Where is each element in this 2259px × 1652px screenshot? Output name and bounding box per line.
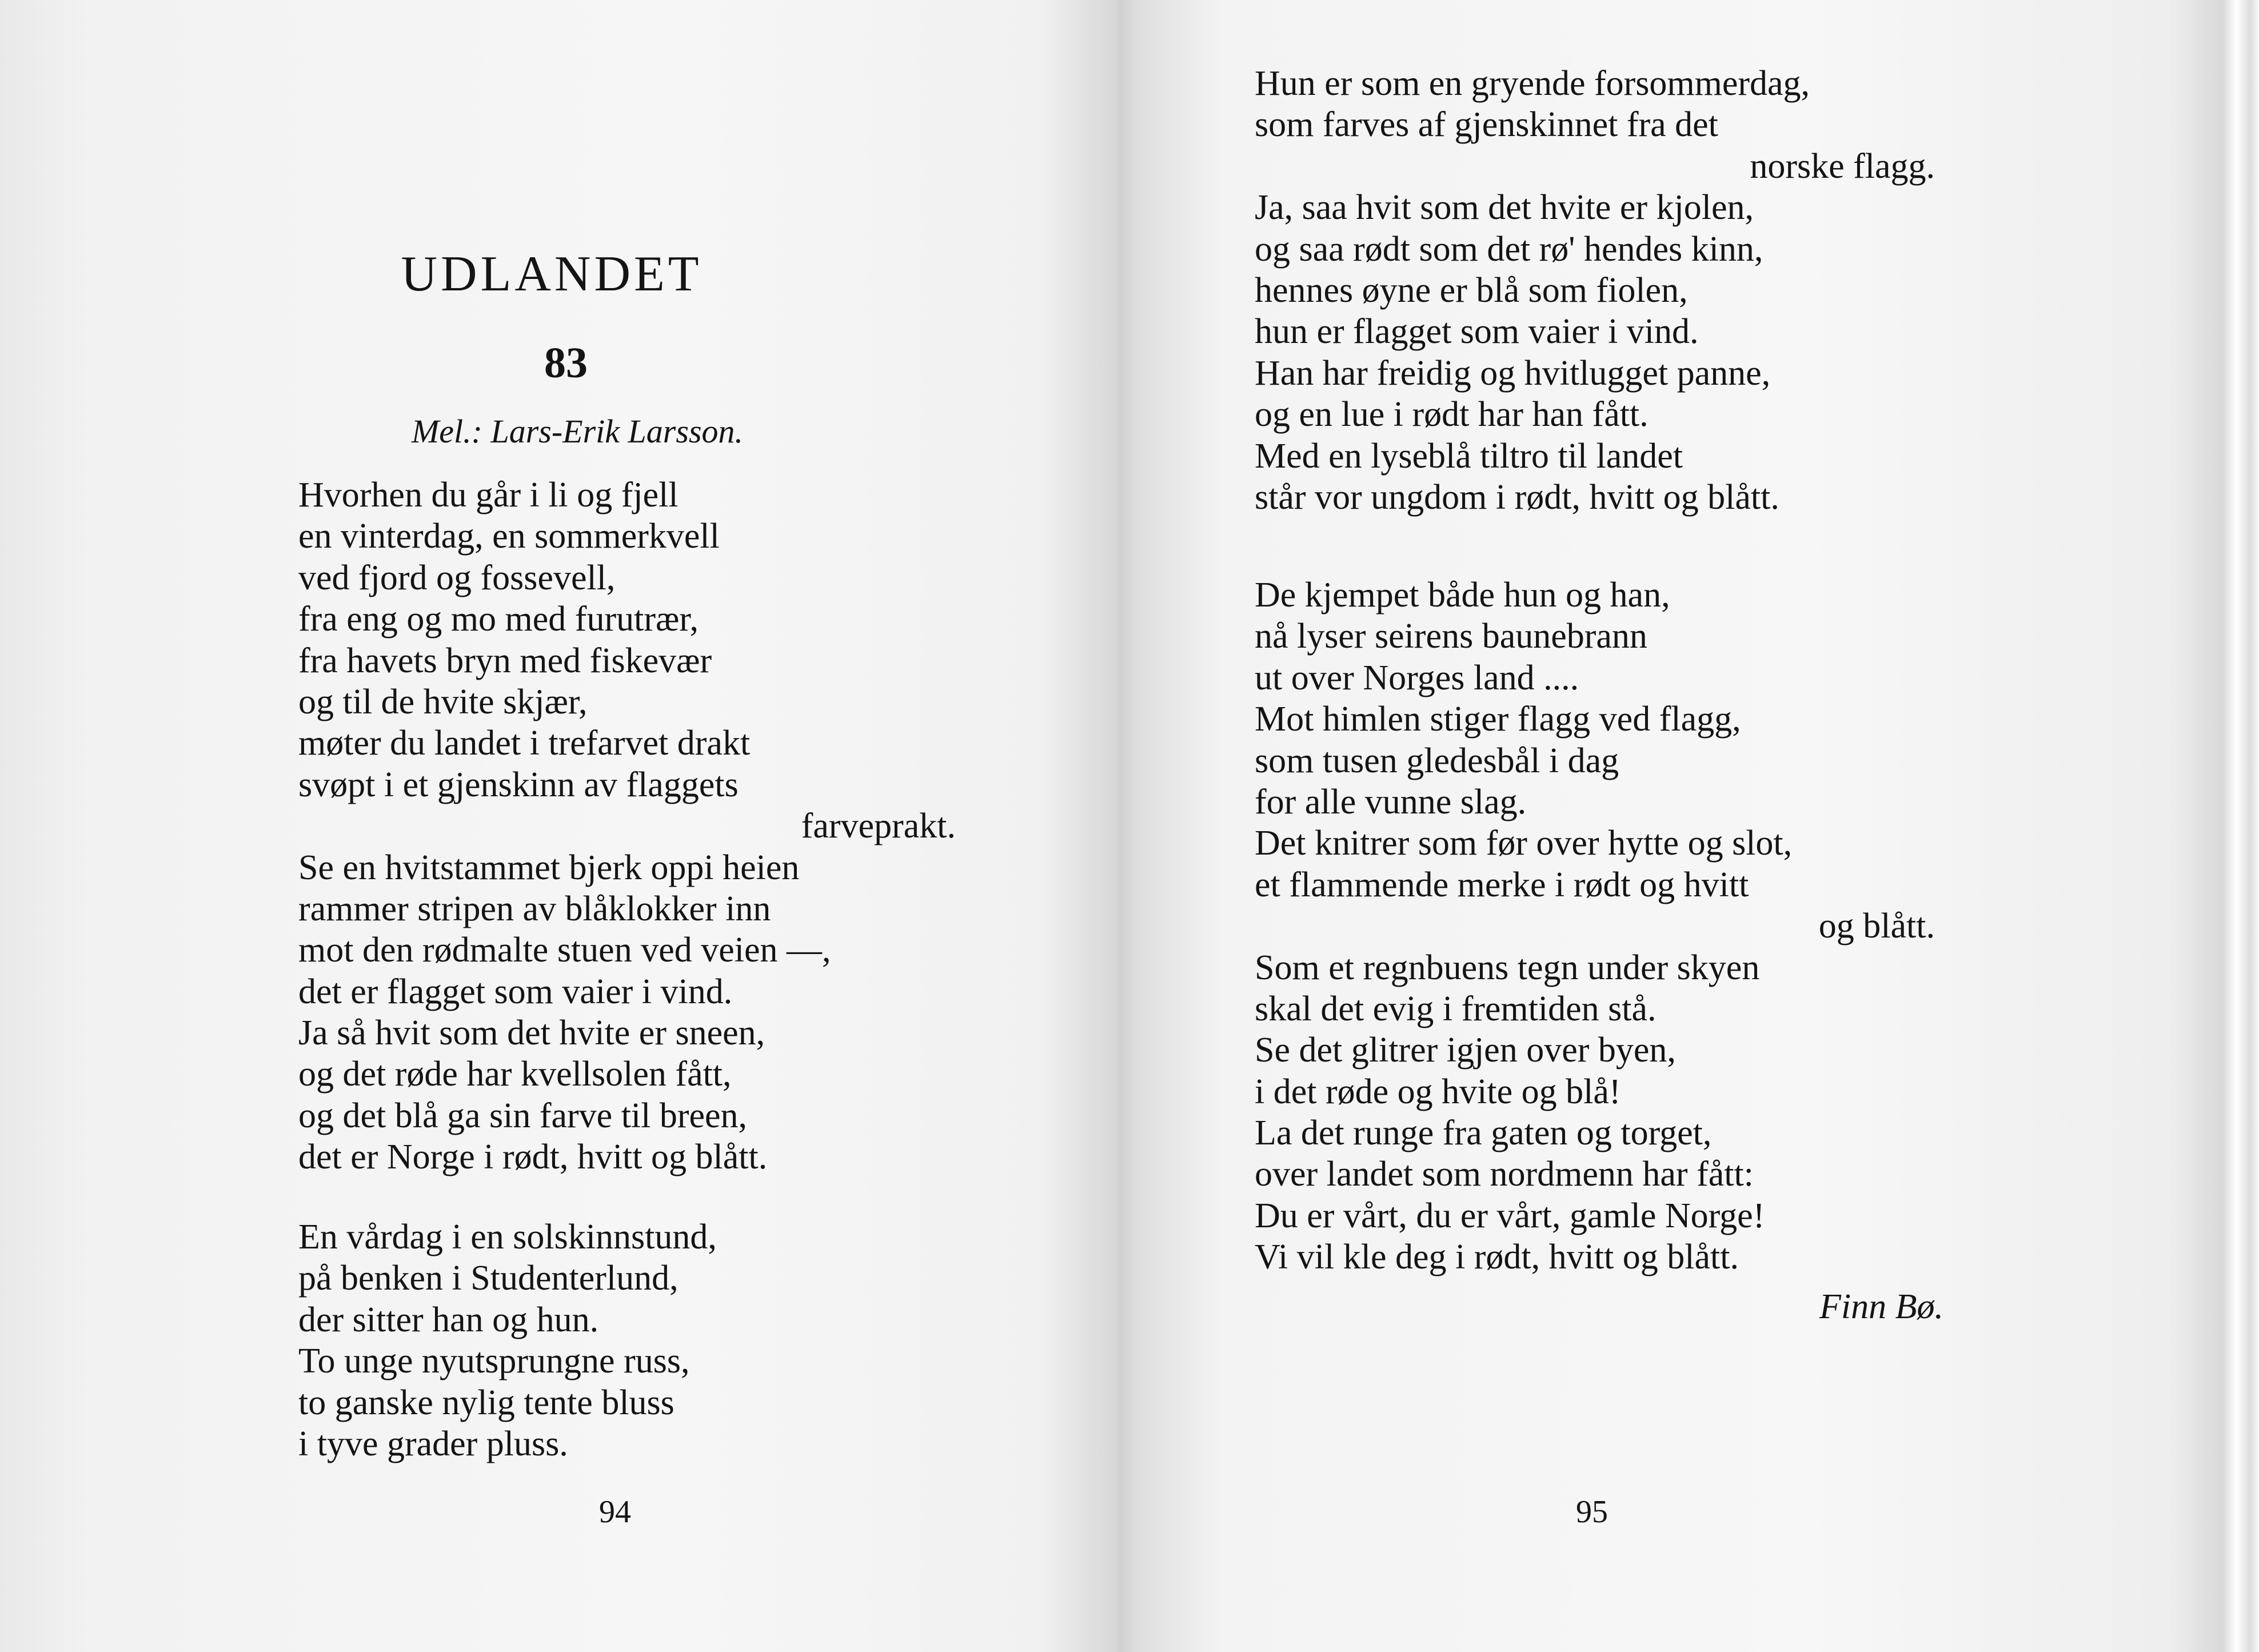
- verse-line: det er flagget som vaier i vind.: [298, 972, 733, 1011]
- verse-line: som tusen gledesbål i dag: [1255, 741, 1619, 780]
- verse-line: og det blå ga sin farve til breen,: [298, 1096, 748, 1135]
- verse-line: står vor ungdom i rødt, hvitt og blått.: [1255, 477, 1779, 517]
- page-number-right: 95: [1576, 1494, 1608, 1530]
- verse-line: et flammende merke i rødt og hvitt: [1255, 865, 1749, 904]
- verse-line: rammer stripen av blåklokker inn: [298, 889, 771, 928]
- verse-line: ut over Norges land ....: [1255, 658, 1579, 697]
- verse-line-continuation: farveprakt.: [801, 807, 956, 846]
- song-title: UDLANDET: [401, 246, 703, 302]
- verse-line: La det runge fra gaten og torget,: [1255, 1114, 1712, 1153]
- verse-line: Se det glitrer igjen over byen,: [1255, 1031, 1676, 1070]
- verse-line: over landet som nordmenn har fått:: [1255, 1155, 1754, 1194]
- verse-line: det er Norge i rødt, hvitt og blått.: [298, 1138, 768, 1177]
- page-number-left: 94: [599, 1494, 631, 1530]
- verse-line: der sitter han og hun.: [298, 1300, 599, 1339]
- verse-line: Vi vil kle deg i rødt, hvitt og blått.: [1255, 1238, 1739, 1277]
- left-stanza-2: [298, 1216, 956, 1465]
- verse-line: De kjempet både hun og han,: [1255, 576, 1670, 614]
- verse-line: og en lue i rødt har han fått.: [1255, 395, 1649, 434]
- verse-line: møter du landet i trefarvet drakt: [298, 724, 751, 763]
- page-edge: [2236, 0, 2259, 1652]
- verse-line: Ja, saa hvit som det hvite er kjolen,: [1255, 188, 1754, 228]
- verse-line: ved fjord og fossevell,: [298, 558, 616, 597]
- verse-line: Du er vårt, du er vårt, gamle Norge!: [1255, 1196, 1765, 1235]
- left-page: [0, 0, 1115, 1652]
- verse-line: svøpt i et gjenskinn av flaggets: [298, 765, 739, 804]
- verse-line: og til de hvite skjær,: [298, 682, 588, 721]
- song-number: 83: [544, 339, 588, 387]
- verse-line: i tyve grader pluss.: [298, 1424, 568, 1463]
- verse-line: To unge nyutsprungne russ,: [298, 1342, 690, 1381]
- verse-line: hun er flagget som vaier i vind.: [1255, 312, 1699, 352]
- verse-line: og saa rødt som det rø' hendes kinn,: [1255, 229, 1763, 269]
- verse-line: Hvorhen du går i li og fjell: [298, 476, 679, 514]
- verse-line: på benken i Studenterlund,: [298, 1259, 679, 1298]
- verse-line: Han har freidig og hvitlugget panne,: [1255, 353, 1771, 393]
- verse-line: to ganske nylig tente bluss: [298, 1383, 674, 1422]
- verse-line: Hun er som en gryende forsommerdag,: [1255, 64, 1810, 103]
- left-stanza-1: [298, 474, 956, 1178]
- verse-line: Med en lyseblå tiltro til landet: [1255, 436, 1683, 476]
- verse-line-continuation: norske flagg.: [1750, 146, 1935, 186]
- verse-line: skal det evig i fremtiden stå.: [1255, 989, 1657, 1028]
- verse-line: hennes øyne er blå som fiolen,: [1255, 270, 1688, 310]
- right-stanza-1: [1255, 63, 1975, 518]
- verse-line: for alle vunne slag.: [1255, 782, 1527, 821]
- verse-line: mot den rødmalte stuen ved veien —,: [298, 931, 831, 970]
- verse-line: Ja så hvit som det hvite er sneen,: [298, 1013, 765, 1053]
- verse-line: fra havets bryn med fiskevær: [298, 641, 712, 680]
- verse-line: nå lyser seirens baunebrann: [1255, 617, 1647, 656]
- verse-line: Se en hvitstammet bjerk oppi heien: [298, 848, 800, 887]
- verse-line: en vinterdag, en sommerkvell: [298, 517, 720, 556]
- right-stanza-2: [1255, 574, 1975, 1278]
- verse-line: Det knitrer som før over hytte og slot,: [1255, 824, 1793, 863]
- verse-line: Mot himlen stiger flagg ved flagg,: [1255, 700, 1741, 739]
- verse-line: fra eng og mo med furutrær,: [298, 600, 699, 639]
- verse-line: som farves af gjenskinnet fra det: [1255, 105, 1718, 145]
- verse-line: En vårdag i en solskinnstund,: [298, 1218, 717, 1256]
- author-signature: Finn Bø.: [1819, 1287, 1943, 1326]
- verse-line-continuation: og blått.: [1818, 907, 1935, 946]
- verse-line: Som et regnbuens tegn under skyen: [1255, 948, 1760, 987]
- verse-line: i det røde og hvite og blå!: [1255, 1072, 1621, 1111]
- melody-credit: Mel.: Lars-Erik Larsson.: [411, 413, 744, 450]
- verse-line: og det røde har kvellsolen fått,: [298, 1055, 732, 1094]
